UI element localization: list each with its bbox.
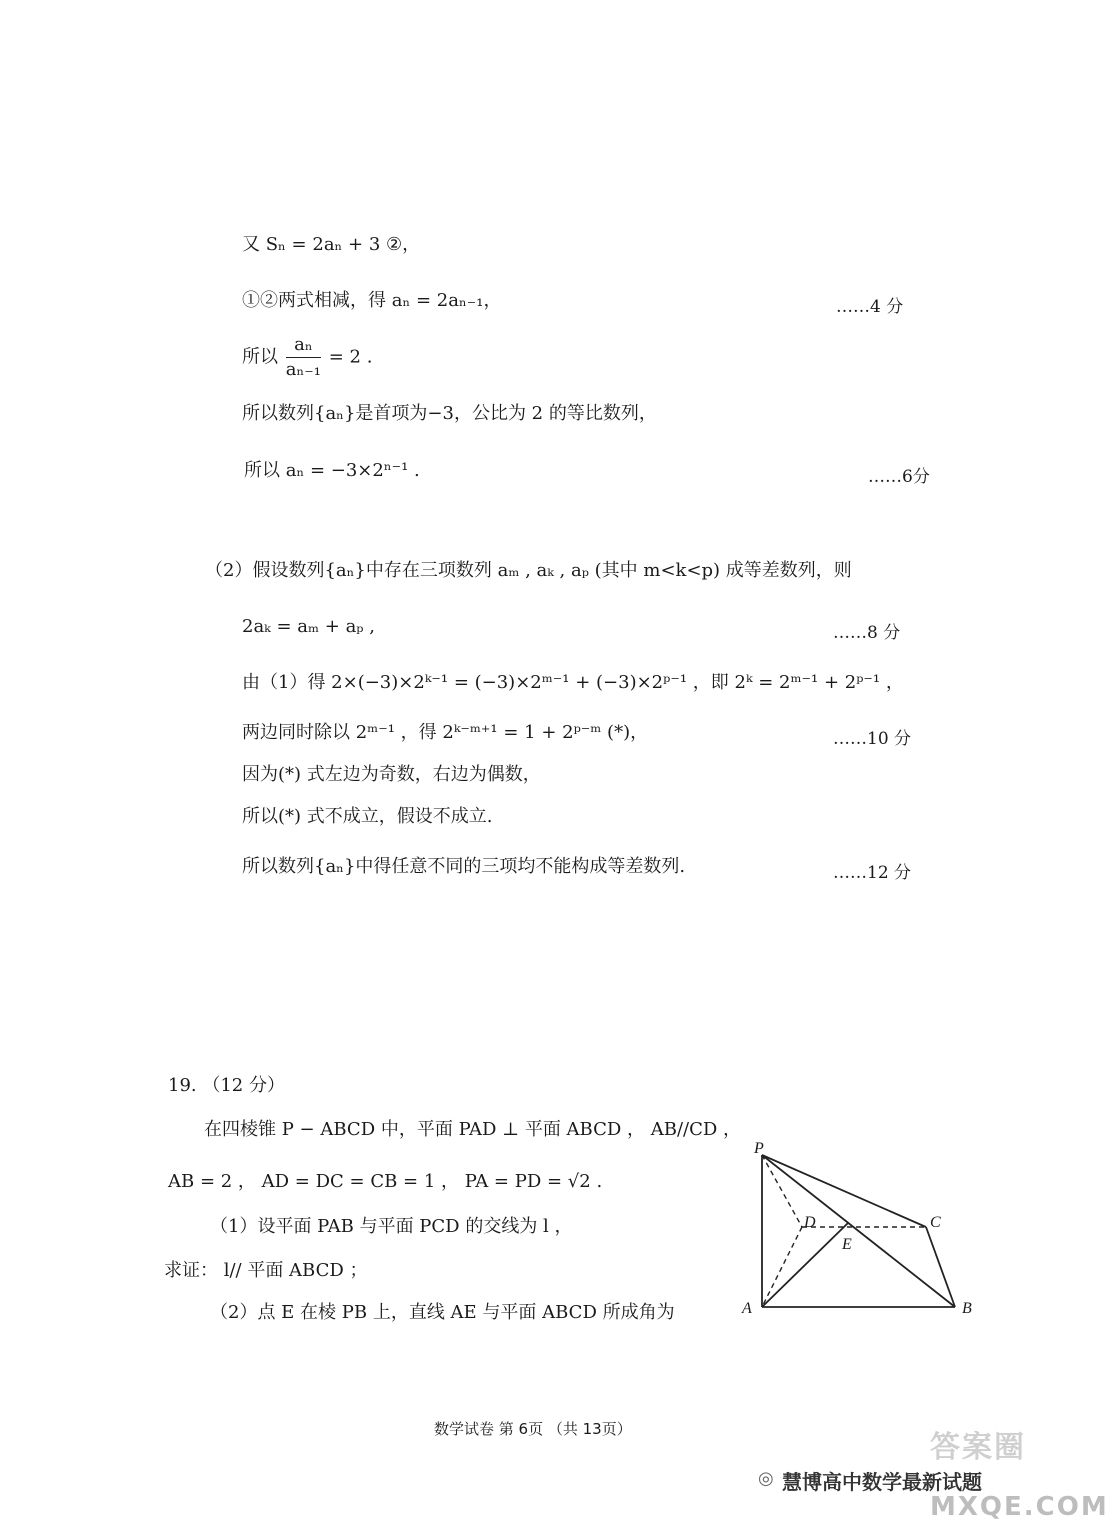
assumption-statement: （2）假设数列{aₙ}中存在三项数列 aₘ , aₖ , aₚ (其中 m<k<p) 成等差数列，则 <box>205 560 852 581</box>
problem-19-part1: （1）设平面 PAB 与平面 PCD 的交线为 l ， <box>210 1216 573 1237</box>
arithmetic-condition: 2aₖ = aₘ + aₚ , <box>242 616 375 637</box>
equation-subtract: ①②两式相减，得 aₙ = 2aₙ₋₁， <box>242 290 502 311</box>
edge-PB <box>762 1155 955 1307</box>
watermark-site: MXQE.COM <box>930 1492 1109 1522</box>
score-10: ……10 分 <box>833 729 912 749</box>
problem-19-conditions: AB = 2 ， AD = DC = CB = 1 ， PA = PD = √2 . <box>168 1171 603 1192</box>
problem-19-header: 19. （12 分） <box>168 1075 285 1096</box>
score-6: ……6分 <box>868 467 930 487</box>
problem-19-part1-prove: 求证： l// 平面 ABCD ； <box>164 1260 368 1281</box>
ratio-suffix: = 2 . <box>328 346 373 368</box>
score-12: ……12 分 <box>833 863 912 883</box>
parity-statement: 因为(*) 式左边为奇数，右边为偶数， <box>242 764 541 785</box>
problem-19-part2: （2）点 E 在棱 PB 上，直线 AE 与平面 ABCD 所成角为 <box>210 1302 675 1323</box>
label-E: E <box>842 1236 852 1253</box>
equation-sn: 又 Sₙ = 2aₙ + 3 ②， <box>242 234 421 255</box>
label-C: C <box>930 1214 941 1231</box>
ratio-denominator: aₙ₋₁ <box>285 359 321 380</box>
label-D: D <box>804 1214 816 1231</box>
contradiction-statement: 所以(*) 式不成立，假设不成立. <box>242 806 493 827</box>
divide-equation: 两边同时除以 2ᵐ⁻¹ ，得 2ᵏ⁻ᵐ⁺¹ = 1 + 2ᵖ⁻ᵐ (*)， <box>242 722 649 743</box>
score-8: ……8 分 <box>833 623 901 643</box>
conclusion-statement: 所以数列{aₙ}中得任意不同的三项均不能构成等差数列. <box>242 856 686 877</box>
pyramid-figure <box>730 1135 990 1325</box>
edge-PD <box>762 1155 802 1227</box>
ratio-fraction <box>286 336 321 379</box>
ratio-numerator: aₙ <box>286 336 321 358</box>
label-P: P <box>754 1140 764 1157</box>
wechat-icon: ◎ <box>758 1468 774 1489</box>
label-B: B <box>962 1300 972 1317</box>
page-footer: 数学试卷 第 6页 （共 13页） <box>434 1420 632 1438</box>
geometric-sequence-statement: 所以数列{aₙ}是首项为−3，公比为 2 的等比数列， <box>242 403 657 424</box>
watermark-account: 慧博高中数学最新试题 <box>782 1470 982 1494</box>
watermark-logo: 答案圈 <box>930 1430 1026 1465</box>
label-A: A <box>742 1300 752 1317</box>
equation-ratio <box>242 336 372 379</box>
score-4: ……4 分 <box>836 297 904 317</box>
problem-19-statement: 在四棱锥 P − ABCD 中，平面 PAD ⊥ 平面 ABCD ， AB//CD ， <box>204 1119 742 1140</box>
general-term: 所以 aₙ = −3×2ⁿ⁻¹ . <box>244 460 420 481</box>
edge-PC <box>762 1155 926 1227</box>
substitution-equation: 由（1）得 2×(−3)×2ᵏ⁻¹ = (−3)×2ᵐ⁻¹ + (−3)×2ᵖ⁻¹ ，即 2ᵏ = 2ᵐ⁻¹ + 2ᵖ⁻¹ ， <box>242 672 904 693</box>
segment-AE <box>762 1223 848 1307</box>
edge-AD <box>762 1227 802 1307</box>
ratio-prefix: 所以 <box>242 346 278 368</box>
